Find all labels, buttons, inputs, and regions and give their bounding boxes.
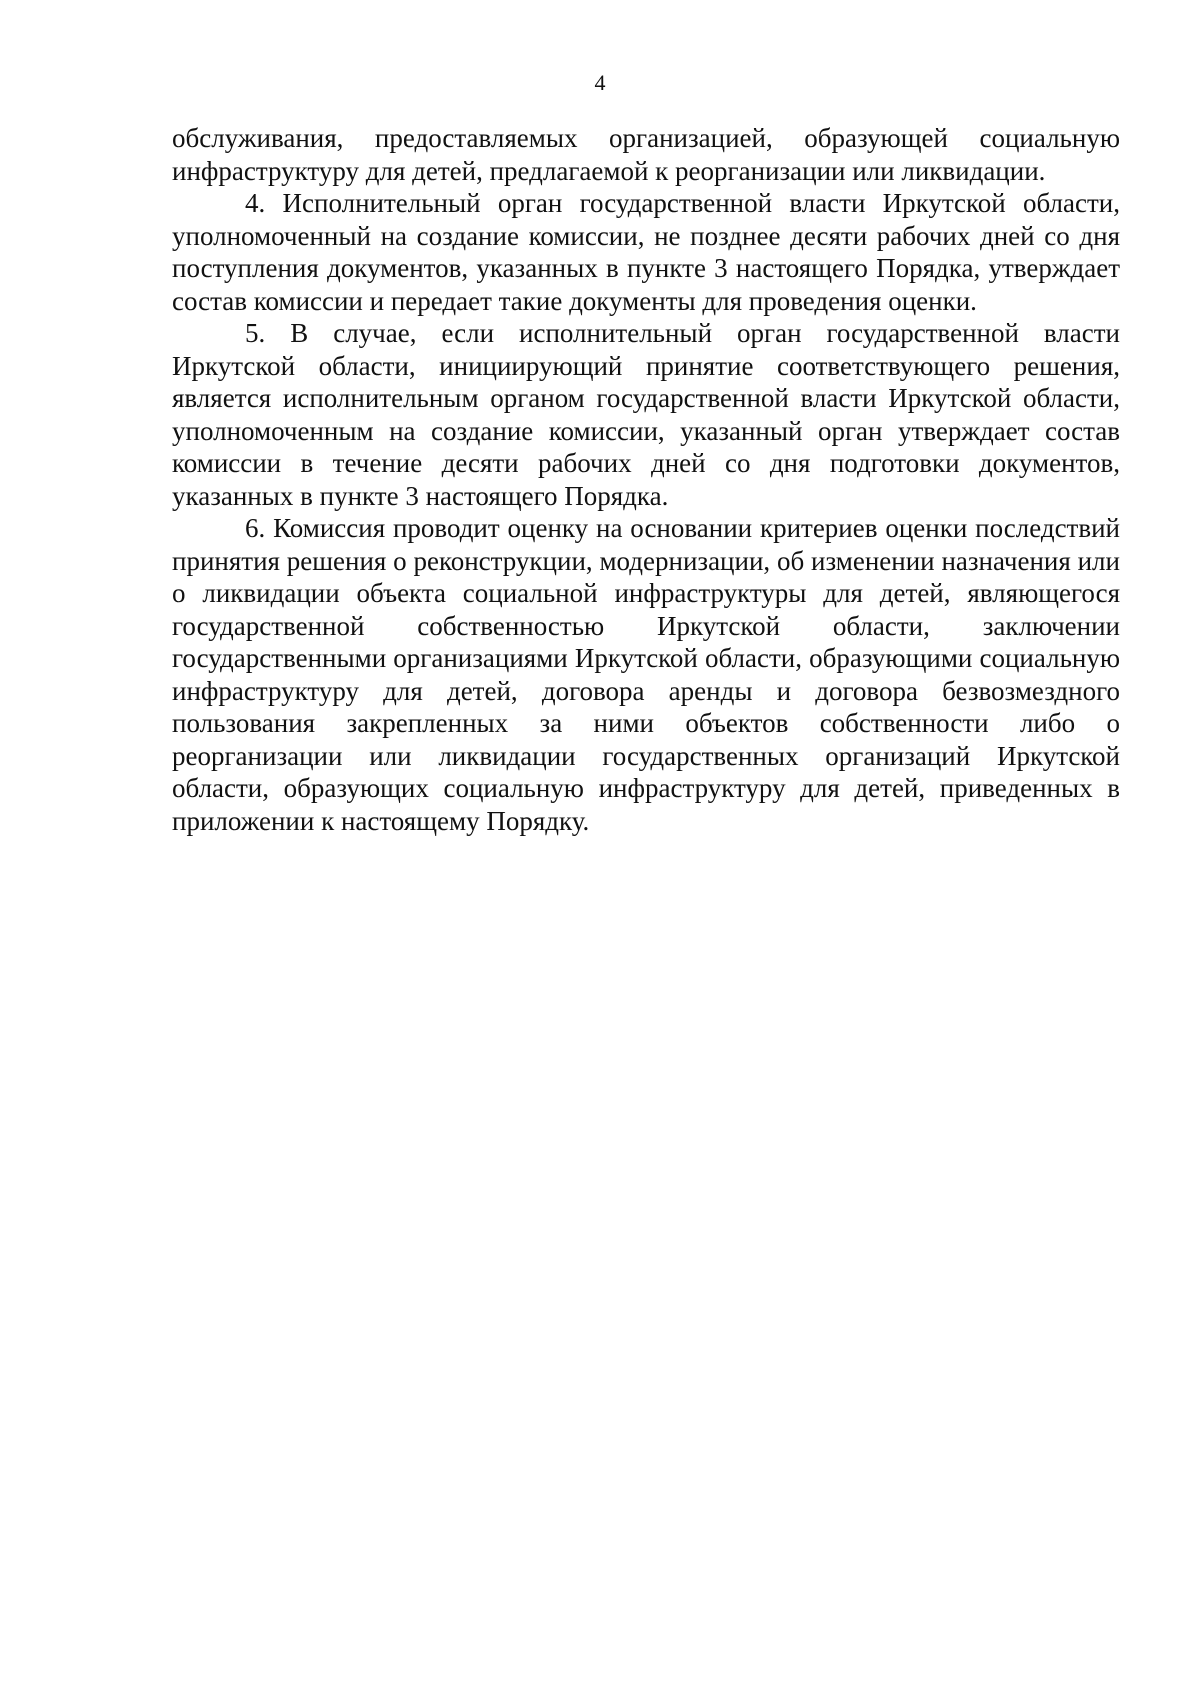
paragraph-item-5: 5. В случае, если исполнительный орган государственной власти Иркутской области, инициирующий принятие соответствующего решения, является исполнительным органом государственной власти Иркутской области, уполномоченным на создание комиссии, указанный орган утверждает состав комиссии в течение десяти рабочих дней со дня подготовки документов, указанных в пункте 3 настоящего Порядка. bbox=[172, 318, 1120, 511]
paragraph-item-6: 6. Комиссия проводит оценку на основании критериев оценки последствий принятия решения о реконструкции, модернизации, об изменении назначения или о ликвидации объекта социальной инфраструктуры для детей, являющегося государственной собственностью Иркутской области, заключении государственными организациями Иркутской области, образующими социальную инфраструктуру для детей, договора аренды и договора безвозмездного пользования закрепленных за ними объектов собственности либо о реорганизации или ликвидации государственных организаций Иркутской области, образующих социальную инфраструктуру для детей, приведенных в приложении к настоящему Порядку. bbox=[172, 513, 1120, 836]
page-number: 4 bbox=[594, 70, 606, 95]
paragraph-continuation: обслуживания, предоставляемых организацией, образующей социальную инфраструктуру для детей, предлагаемой к реорганизации или ликвидации. bbox=[172, 123, 1120, 186]
document-body bbox=[172, 122, 1120, 837]
paragraph-item-4: 4. Исполнительный орган государственной власти Иркутской области, уполномоченный на создание комиссии, не позднее десяти рабочих дней со дня поступления документов, указанных в пункте 3 настоящего Порядка, утверждает состав комиссии и передает такие документы для проведения оценки. bbox=[172, 188, 1120, 316]
